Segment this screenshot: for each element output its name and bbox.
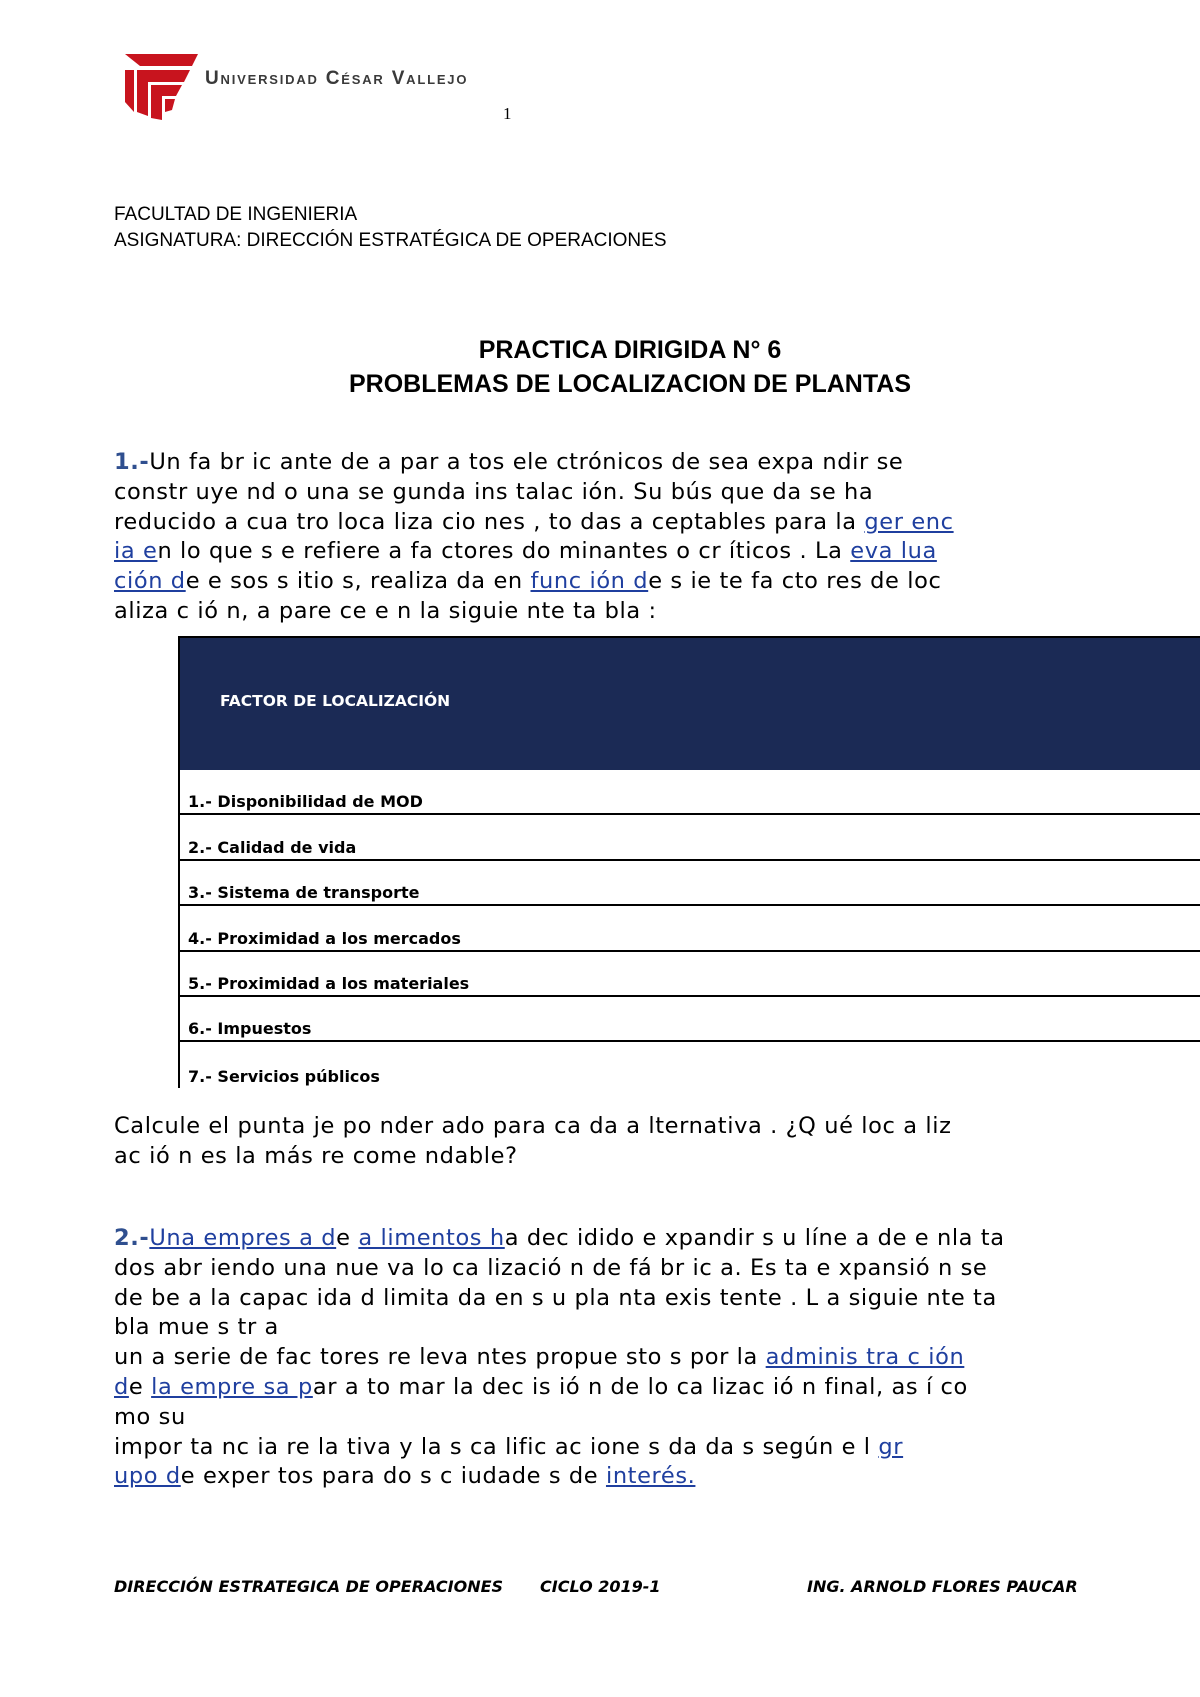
problem-1-question: Calcule el punta je po nder ado para ca da a lternativa . ¿Q ué loc a liz ac ió n es la más re come ndable?	[114, 1113, 952, 1169]
footer-course: DIRECCIÓN ESTRATEGICA DE OPERACIONES	[114, 1577, 504, 1596]
link-una-empresa[interactable]: Una empres a d	[149, 1225, 337, 1251]
link-gerencia-cont[interactable]: ia e	[114, 538, 158, 565]
footer-instructor: ING. ARNOLD FLORES PAUCAR	[807, 1577, 1078, 1596]
practice-subtitle: PROBLEMAS DE LOCALIZACION DE PLANTAS	[348, 370, 912, 398]
link-grupo-cont[interactable]: upo d	[114, 1463, 181, 1490]
table-header-label: FACTOR DE LOCALIZACIÓN	[220, 692, 451, 710]
problem-2-number: 2.-	[114, 1225, 150, 1251]
faculty-label: FACULTAD DE INGENIERIA	[114, 204, 358, 225]
link-administracion-cont[interactable]: d	[114, 1373, 129, 1400]
problem-1-number: 1.-	[114, 449, 150, 475]
link-interes[interactable]: interés.	[605, 1463, 696, 1490]
footer-cycle: CICLO 2019-1	[540, 1577, 661, 1596]
table-row: 4.- Proximidad a los mercados	[180, 906, 1200, 951]
subject-label: ASIGNATURA: DIRECCIÓN ESTRATÉGICA DE OPERACIONES	[114, 230, 667, 251]
problem-1-statement: 1.-Un fa br ic ante de a par a tos ele ctrónicos de sea expa ndir se constr uye nd o una se gunda ins talac ión. Su bús que da se ha reducido a cua tro loca liza cio nes , to das a ceptables para la ger enc ia en lo que s e refiere a fa ctores do minantes o cr íticos . La eva lua ción de e sos s itio s, realiza da en func ión de s ie te fa cto res de loc aliza c ió n, a pare ce e n la siguie nte ta bla :	[114, 449, 954, 624]
link-funcion[interactable]: func ión d	[530, 568, 649, 595]
link-evaluacion[interactable]: eva lua	[850, 538, 937, 565]
problem-2-statement: 2.-Una empres a de a limentos ha dec idido e xpandir s u líne a de e nla ta dos abr iendo una nue va lo ca lizació n de fá br ic a. Es ta e xpansió n se de be a la capac ida d limita da en s u pla nta exis tente . L a siguie nte ta bla mue s tr a un a serie de fac tores re leva ntes propue sto s por la adminis tra c ión de la empre sa par a to mar la dec is ió n de lo ca lizac ió n final, as í co mo su impor ta nc ia re la tiva y la s ca lific ac ione s da da s según e l gr upo de exper tos para do s c iudade s de interés.	[114, 1225, 1005, 1490]
table-row: 1.- Disponibilidad de MOD	[180, 770, 1200, 815]
table-row: 6.- Impuestos	[180, 997, 1200, 1042]
table-row: 3.- Sistema de transporte	[180, 861, 1200, 906]
practice-title: PRACTICA DIRIGIDA N° 6	[478, 336, 782, 364]
page-number: 1	[503, 104, 512, 123]
link-alimentos[interactable]: a limentos h	[358, 1225, 505, 1251]
table-row: 7.- Servicios públicos	[188, 1066, 380, 1086]
link-gerencia[interactable]: ger enc	[864, 508, 954, 535]
table-row: 2.- Calidad de vida	[180, 815, 1200, 860]
location-factors-table	[178, 636, 1200, 1088]
link-evaluacion-cont[interactable]: ción d	[114, 568, 186, 595]
link-administracion[interactable]: adminis tra c ión	[765, 1344, 965, 1371]
table-header	[180, 636, 1200, 770]
university-name: Universidad César Vallejo	[205, 68, 469, 89]
link-la-empresa[interactable]: la empre sa p	[151, 1373, 313, 1400]
link-grupo[interactable]: gr	[878, 1433, 904, 1460]
table-row: 5.- Proximidad a los materiales	[180, 952, 1200, 997]
